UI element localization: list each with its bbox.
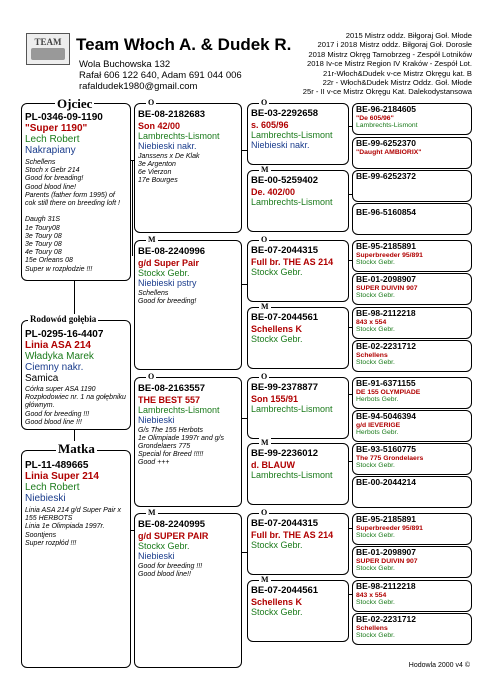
ggp-name: Son 155/91 (251, 393, 299, 404)
ancestor-name: g/d IEVERIGE (356, 421, 401, 429)
achievements (303, 31, 472, 97)
mother-color: Niebieski (25, 493, 66, 504)
gp-name: Son 42/00 (138, 120, 181, 131)
mother-card[interactable] (21, 450, 131, 668)
ancestor-ring: BE-99-6252372 (356, 171, 417, 181)
ggp-name: De. 402/00 (251, 186, 296, 197)
ancestor-card[interactable] (352, 443, 472, 475)
ggp-breeder: Lambrechts-Lismont (251, 129, 333, 140)
father-color: Nakrapiany (25, 145, 76, 156)
address: Wola Buchowska 132 (79, 59, 171, 70)
ancestor-name: DE 155 OLYMPIADE (356, 388, 421, 396)
achievement-line: 22r - Włoch&Dudek Mistrz Oddz. Goł. Młode (322, 78, 472, 88)
grandparent-card[interactable] (134, 240, 242, 370)
gp-ring: BE-08-2240995 (138, 519, 206, 530)
ancestor-card[interactable] (352, 137, 472, 169)
ancestor-card[interactable] (352, 170, 472, 202)
ancestor-card[interactable] (352, 307, 472, 339)
gp-name: g/d Super Pair (138, 257, 200, 268)
achievement-line: 25r - II v-ce Mistrz Okręgu Kat. Dalekodystansowa (302, 87, 472, 97)
ggp-ring: BE-99-2378877 (251, 382, 319, 393)
gp-breeder: Lambrechts-Lismont (138, 404, 220, 415)
father-ring: PL-0346-09-1190 (25, 112, 103, 123)
sex-label-m: M (261, 575, 269, 584)
gp-notes: Good for breeding !!! Good blood line!! (138, 562, 203, 578)
ancestor-card[interactable] (352, 410, 472, 442)
ancestor-card[interactable] (352, 340, 472, 372)
ancestor-breeder: Stockx Gebr. (356, 632, 395, 639)
ggp-name: Schellens K (251, 323, 303, 334)
ancestor-breeder: Stockx Gebr. (356, 359, 395, 366)
gp-name: g/d SUPER PAIR (138, 530, 209, 541)
pigeon-card[interactable] (21, 320, 131, 430)
gp-ring: BE-08-2163557 (138, 383, 206, 394)
ggp-name: Full br. THE AS 214 (251, 529, 334, 540)
ancestor-name: "De 605/96" (356, 114, 394, 122)
ancestor-ring: BE-93-5160775 (356, 444, 417, 454)
pigeon-notes: Córka super ASA 1190 Rozpłodowiec nr. 1 na gołębniku głównym. Good for breeding !!! Good blood line !!! (25, 386, 126, 426)
gp-color: Niebieski nakr. (138, 140, 197, 151)
ancestor-card[interactable] (352, 273, 472, 305)
sex-label-m: M (261, 302, 269, 311)
gp-breeder: Stockx Gebr. (138, 540, 190, 551)
sex-label-o: O (261, 508, 268, 517)
ancestor-ring: BE-96-2184605 (356, 104, 417, 114)
ancestor-name: SUPER DUIVIN 907 (356, 557, 418, 565)
ancestor-ring: BE-95-2185891 (356, 514, 417, 524)
mother-name: Linia Super 214 (25, 471, 99, 482)
ancestor-breeder: Stockx Gebr. (356, 259, 395, 266)
ggp-breeder: Stockx Gebr. (251, 333, 303, 344)
ancestor-breeder: Stockx Gebr. (356, 326, 395, 333)
ancestor-card[interactable] (352, 513, 472, 545)
ancestor-ring: BE-02-2231712 (356, 614, 417, 624)
gp-color: Niebieski pstry (138, 277, 197, 288)
ancestor-name: 843 x 554 (356, 318, 387, 326)
great-grandparent-card[interactable] (247, 103, 349, 165)
father-breeder: Lech Robert (25, 134, 80, 145)
ggp-ring: BE-07-2044315 (251, 518, 319, 529)
ggp-ring: BE-07-2044315 (251, 245, 319, 256)
ancestor-name: Schellens (356, 351, 388, 359)
ancestor-card[interactable] (352, 580, 472, 612)
ggp-ring: BE-99-2236012 (251, 448, 319, 459)
ggp-breeder: Lambrechts-Lismont (251, 469, 333, 480)
ancestor-name: Superbreeder 95/891 (356, 524, 423, 532)
ancestor-ring: BE-98-2112218 (356, 581, 416, 591)
page-title: Team Włoch A. & Dudek R. (76, 35, 292, 54)
ancestor-breeder: Herbots Gebr. (356, 396, 399, 403)
great-grandparent-card[interactable] (247, 513, 349, 575)
ancestor-ring: BE-95-2185891 (356, 241, 417, 251)
ancestor-name: 843 x 554 (356, 591, 387, 599)
ancestor-breeder: Stockx Gebr. (356, 599, 395, 606)
ancestor-breeder: Stockx Gebr. (356, 565, 395, 572)
mother-breeder: Lech Robert (25, 482, 80, 493)
ggp-ring: BE-03-2292658 (251, 108, 319, 119)
father-name: "Super 1190" (25, 123, 88, 134)
ancestor-card[interactable] (352, 476, 472, 508)
gp-breeder: Lambrechts-Lismont (138, 130, 220, 141)
email[interactable]: rafaldudek1980@gmail.com (79, 81, 198, 92)
ggp-ring: BE-07-2044561 (251, 312, 319, 323)
great-grandparent-card[interactable] (247, 443, 349, 505)
ancestor-ring: BE-01-2098907 (356, 547, 417, 557)
ggp-ring: BE-07-2044561 (251, 585, 319, 596)
sex-label-m: M (148, 508, 156, 517)
gp-breeder: Stockx Gebr. (138, 267, 190, 278)
ancestor-ring: BE-94-5046394 (356, 411, 417, 421)
gp-color: Niebieski (138, 550, 175, 561)
gp-notes: Janssens x De Klak 3e Argenton 6e Vierzon 17e Bourges (138, 152, 200, 185)
ancestor-card[interactable] (352, 103, 472, 135)
ancestor-ring: BE-01-2098907 (356, 274, 417, 284)
ancestor-ring: BE-02-2231712 (356, 341, 417, 351)
sex-label-o: O (261, 235, 268, 244)
ancestor-name: "Daught AMBIORIX" (356, 148, 422, 156)
sex-label-m: M (261, 438, 269, 447)
pigeon-label: Rodowód gołębia (30, 314, 97, 324)
gp-notes: G/s The 155 Herbots 1e Olimpiade 1997r and g/s Grondelaers 775 Special for Breed !!!!! Good +++ (138, 426, 224, 467)
pigeon-ring: PL-0295-16-4407 (25, 329, 104, 340)
ancestor-breeder: Stockx Gebr. (356, 292, 395, 299)
sex-label-o: O (148, 98, 155, 107)
mother-notes: Linia ASA 214 g/d Super Pair x 155 HERBOTS Linia 1e Olimpiada 1997r. Soontjens Super rozpłód !!! (25, 507, 121, 547)
ancestor-breeder: Stockx Gebr. (356, 532, 395, 539)
sex-label-m: M (261, 165, 269, 174)
ggp-color: Niebieski nakr. (251, 139, 310, 150)
ancestor-name: SUPER DUIVIN 907 (356, 284, 418, 292)
pigeon-breeder: Władyka Marek (25, 351, 94, 362)
footer-software: Hodowla 2000 v4 © (408, 662, 470, 669)
ancestor-card[interactable] (352, 613, 472, 645)
grandparent-card[interactable] (134, 513, 242, 668)
pigeon-sex: Samica (25, 373, 59, 384)
gp-ring: BE-08-2182683 (138, 109, 206, 120)
great-grandparent-card[interactable] (247, 307, 349, 369)
grandparent-card[interactable] (134, 377, 242, 507)
achievement-line: 2015 Mistrz oddz. Biłgoraj Goł. Młode (345, 31, 472, 40)
gp-name: THE BEST 557 (138, 394, 201, 405)
great-grandparent-card[interactable] (247, 377, 349, 439)
ggp-name: d. BLAUW (251, 459, 295, 470)
ancestor-ring: BE-91-6371155 (356, 378, 416, 388)
ancestor-card[interactable] (352, 240, 472, 272)
achievement-line: 2017 i 2018 Mistrz oddz. Biłgoraj Goł. Dorosłe (317, 40, 472, 50)
great-grandparent-card[interactable] (247, 580, 349, 642)
ancestor-name: Schellens (356, 624, 388, 632)
gp-ring: BE-08-2240996 (138, 246, 206, 257)
ggp-breeder: Lambrechts-Lismont (251, 196, 333, 207)
great-grandparent-card[interactable] (247, 170, 349, 232)
achievement-line: 2018 Mistrz Okręg Tarnobrzeg - Zespół Lotników (308, 49, 472, 59)
logo: TEAM (26, 33, 70, 65)
achievement-line: 2018 Iv-ce Mistrz Region IV Kraków - Zespół Lot. (306, 59, 472, 69)
ggp-name: Schellens K (251, 596, 303, 607)
great-grandparent-card[interactable] (247, 240, 349, 302)
ancestor-breeder: Stockx Gebr. (356, 462, 395, 469)
grandparent-card[interactable] (134, 103, 242, 233)
father-notes: Schellens Stoch x Gebr 214 Good for breading! Good blood line! Parents (father form 1995) of cok still there on breeding loft ! Daugh 31S 1e Toury08 3e Toury 08 3e Toury 08 4e Toury 08 15e Orleans 08 Super w rozpłodzie !!! (25, 159, 120, 273)
pigeon-color: Ciemny nakr. (25, 362, 84, 373)
ggp-breeder: Stockx Gebr. (251, 266, 303, 277)
ancestor-ring: BE-98-2112218 (356, 308, 416, 318)
ancestor-name: Superbreeder 95/891 (356, 251, 423, 259)
ancestor-breeder: Herbots Gebr. (356, 429, 399, 436)
ancestor-ring: BE-00-2044214 (356, 477, 417, 487)
ancestor-card[interactable] (352, 377, 472, 409)
sex-label-o: O (148, 372, 155, 381)
gp-notes: Schellens Good for breeding! (138, 289, 197, 305)
gp-color: Niebieski (138, 414, 175, 425)
sex-label-o: O (261, 372, 268, 381)
ggp-name: s. 605/96 (251, 119, 289, 130)
mother-label: Matka (58, 441, 95, 456)
ggp-ring: BE-00-5259402 (251, 175, 319, 186)
ggp-breeder: Stockx Gebr. (251, 606, 303, 617)
ancestor-card[interactable] (352, 203, 472, 235)
ancestor-card[interactable] (352, 546, 472, 578)
pigeon-name: Linia ASA 214 (25, 340, 91, 351)
ancestor-breeder: Lambrechts-Lismont (356, 122, 418, 129)
achievement-line: 21r-Włoch&Dudek v-ce Mistrz Okręgu kat. B (323, 68, 472, 78)
ancestor-ring: BE-99-6252370 (356, 138, 417, 148)
father-label: Ojciec (57, 96, 93, 111)
ancestor-name: The 775 Grondelaers (356, 454, 424, 462)
ancestor-ring: BE-96-5160854 (356, 207, 417, 217)
ggp-breeder: Lambrechts-Lismont (251, 403, 333, 414)
sex-label-m: M (148, 235, 156, 244)
phone: Rafał 606 122 640, Adam 691 044 006 (79, 70, 242, 81)
sex-label-o: O (261, 98, 268, 107)
ggp-breeder: Stockx Gebr. (251, 539, 303, 550)
ggp-name: Full br. THE AS 214 (251, 256, 334, 267)
mother-ring: PL-11-489665 (25, 460, 89, 471)
father-card[interactable] (21, 103, 131, 281)
